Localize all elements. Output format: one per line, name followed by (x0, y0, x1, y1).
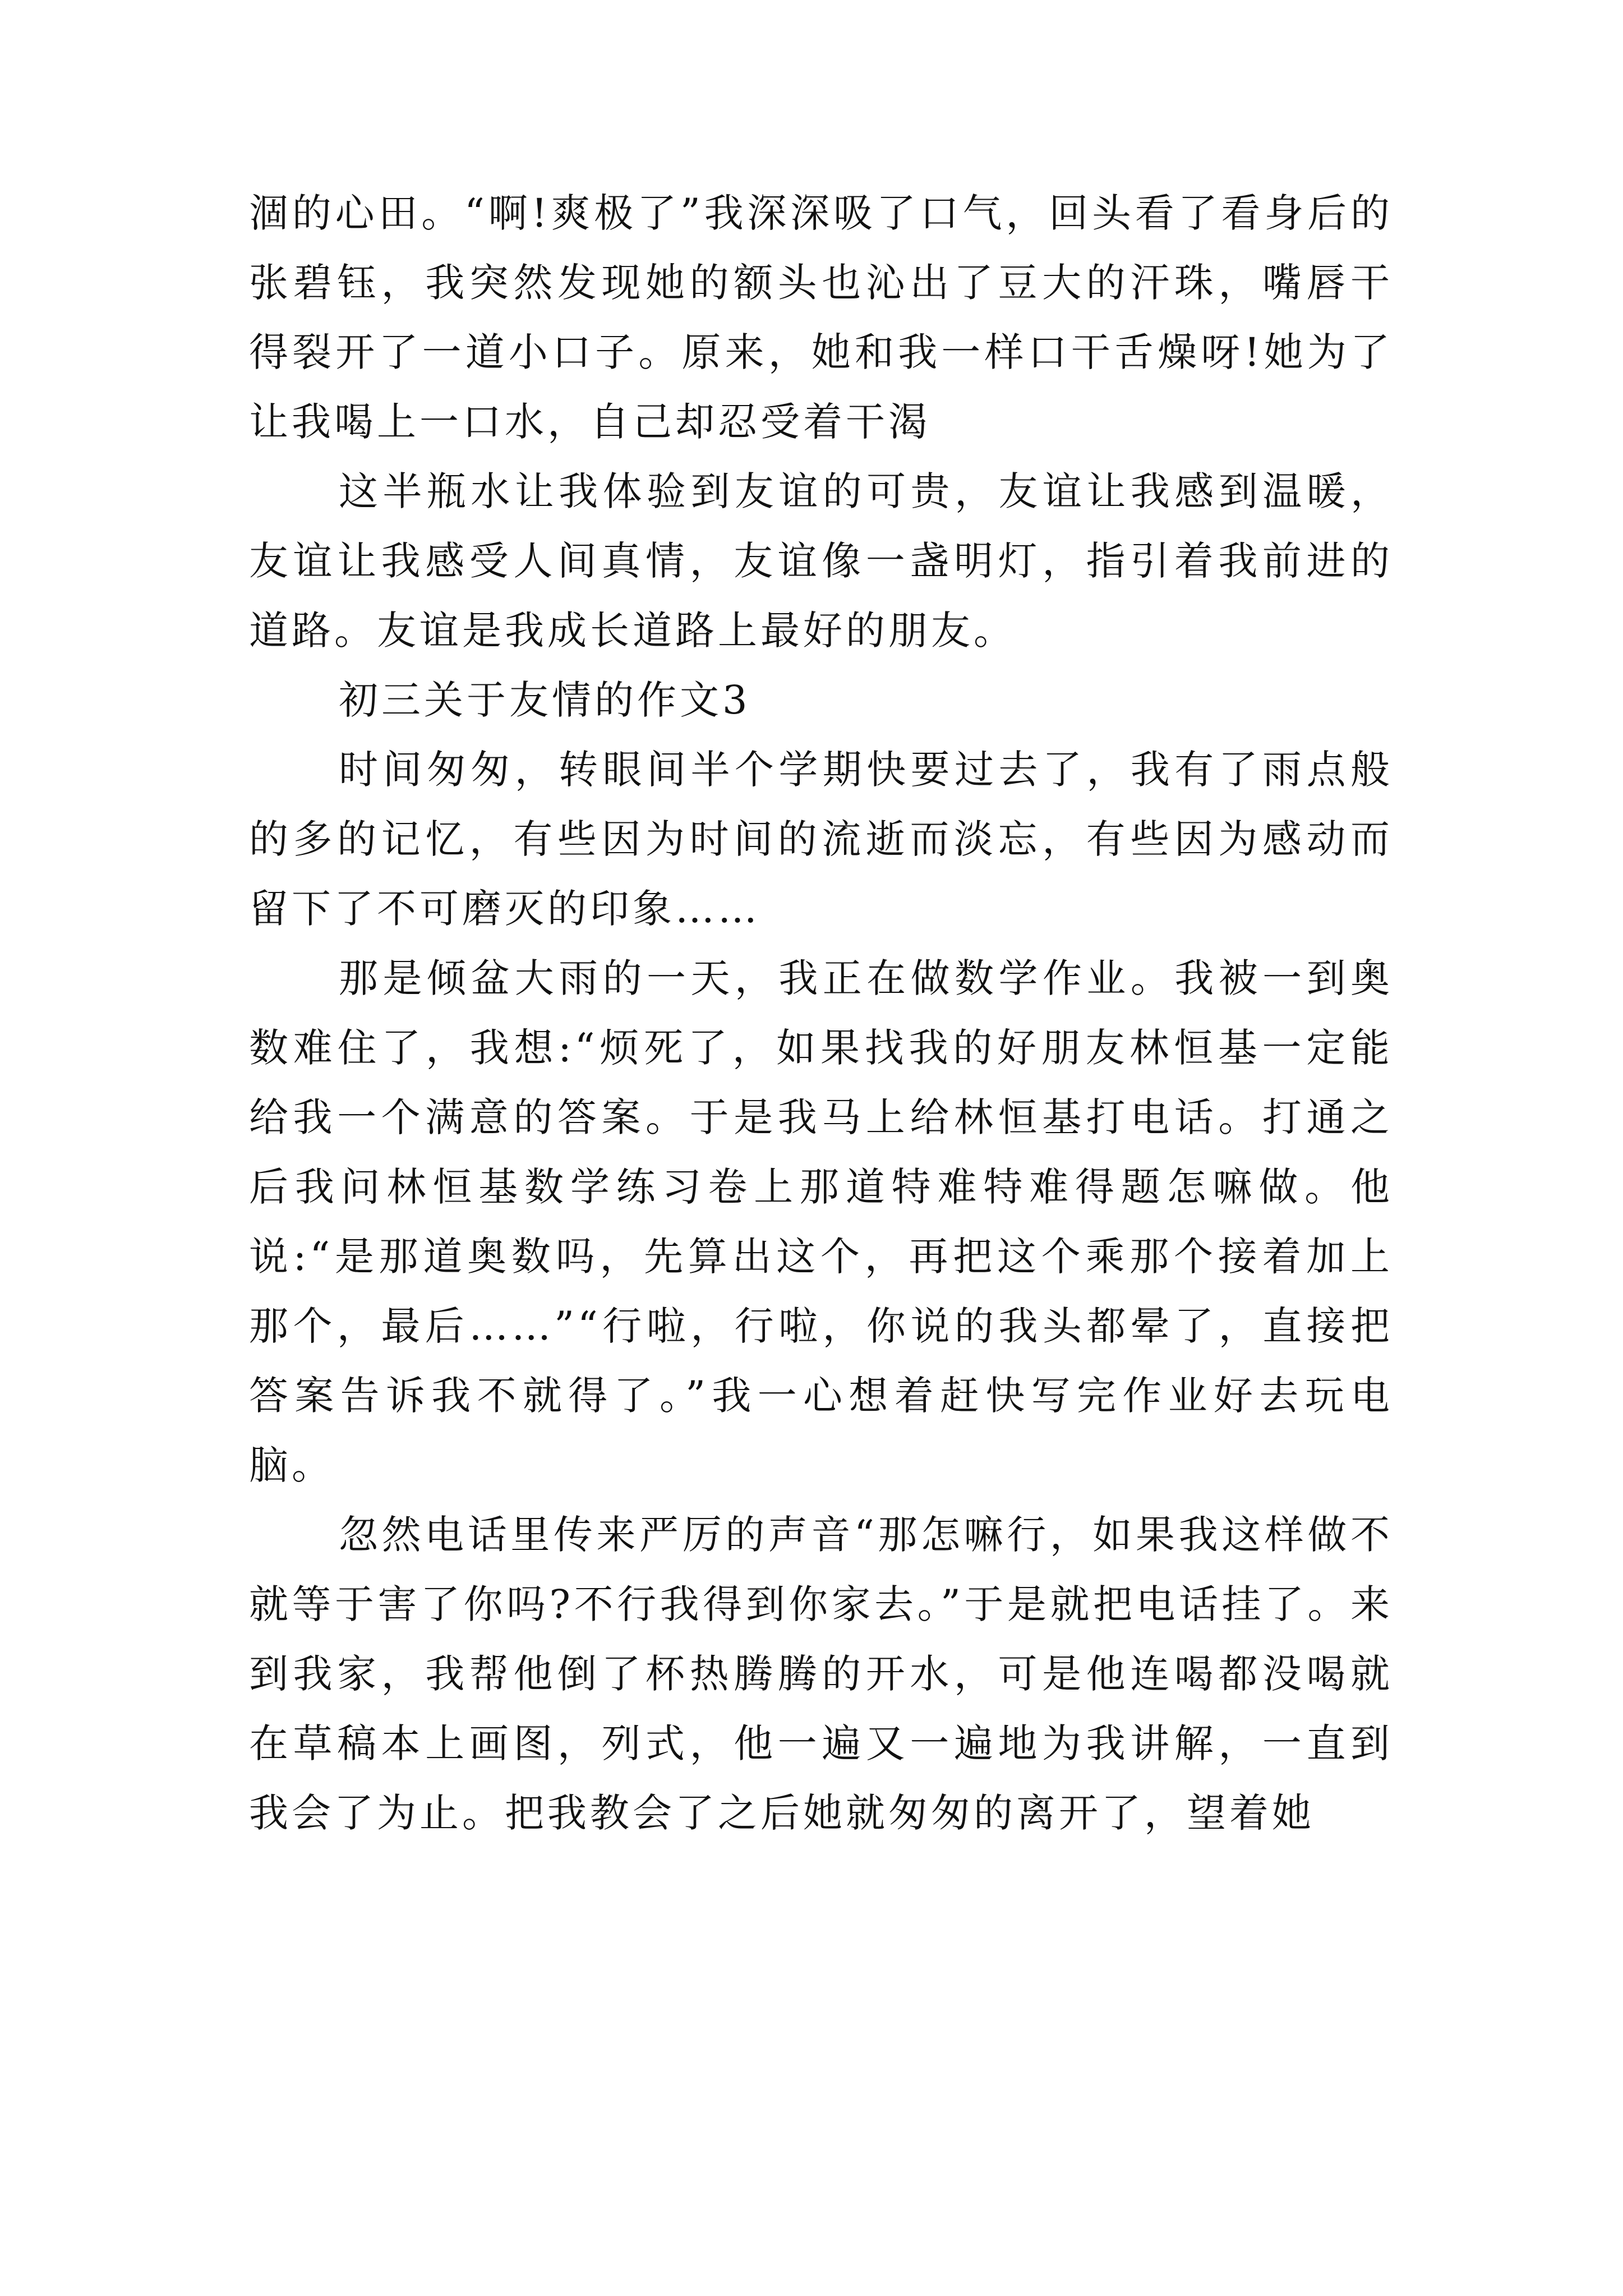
paragraph-1: 涸的心田。“啊!爽极了”我深深吸了口气，回头看了看身后的张碧钰，我突然发现她的额头也沁出了豆大的汗珠，嘴唇干得裂开了一道小口子。原来，她和我一样口干舌燥呀!她为了让我喝上一口水，自己却忍受着干渴 (249, 190, 1393, 445)
paragraph-4: 那是倾盆大雨的一天，我正在做数学作业。我被一到奥数难住了，我想:“烦死了，如果找我的好朋友林恒基一定能给我一个满意的答案。于是我马上给林恒基打电话。打通之后我问林恒基数学练习卷上那道特难特难得题怎嘛做。他说:“是那道奥数吗，先算出这个，再把这个乘那个接着加上那个，最后……”“行啦，行啦，你说的我头都晕了，直接把答案告诉我不就得了。”我一心想着赶快写完作业好去玩电脑。 (249, 955, 1393, 1488)
paragraph-3: 时间匆匆，转眼间半个学期快要过去了，我有了雨点般的多的记忆，有些因为时间的流逝而淡忘，有些因为感动而留下了不可磨灭的印象…… (249, 747, 1393, 932)
paragraph-2: 这半瓶水让我体验到友谊的可贵，友谊让我感到温暖，友谊让我感受人间真情，友谊像一盏明灯，指引着我前进的道路。友谊是我成长道路上最好的朋友。 (249, 468, 1393, 654)
section-heading: 初三关于友情的作文3 (339, 677, 751, 723)
paragraph-5: 忽然电话里传来严厉的声音“那怎嘛行，如果我这样做不就等于害了你吗?不行我得到你家去。”于是就把电话挂了。来到我家，我帮他倒了杯热腾腾的开水，可是他连喝都没喝就在草稿本上画图，列式，他一遍又一遍地为我讲解，一直到我会了为止。把我教会了之后她就匆匆的离开了，望着她 (249, 1512, 1393, 1836)
document-body (249, 178, 1393, 1848)
